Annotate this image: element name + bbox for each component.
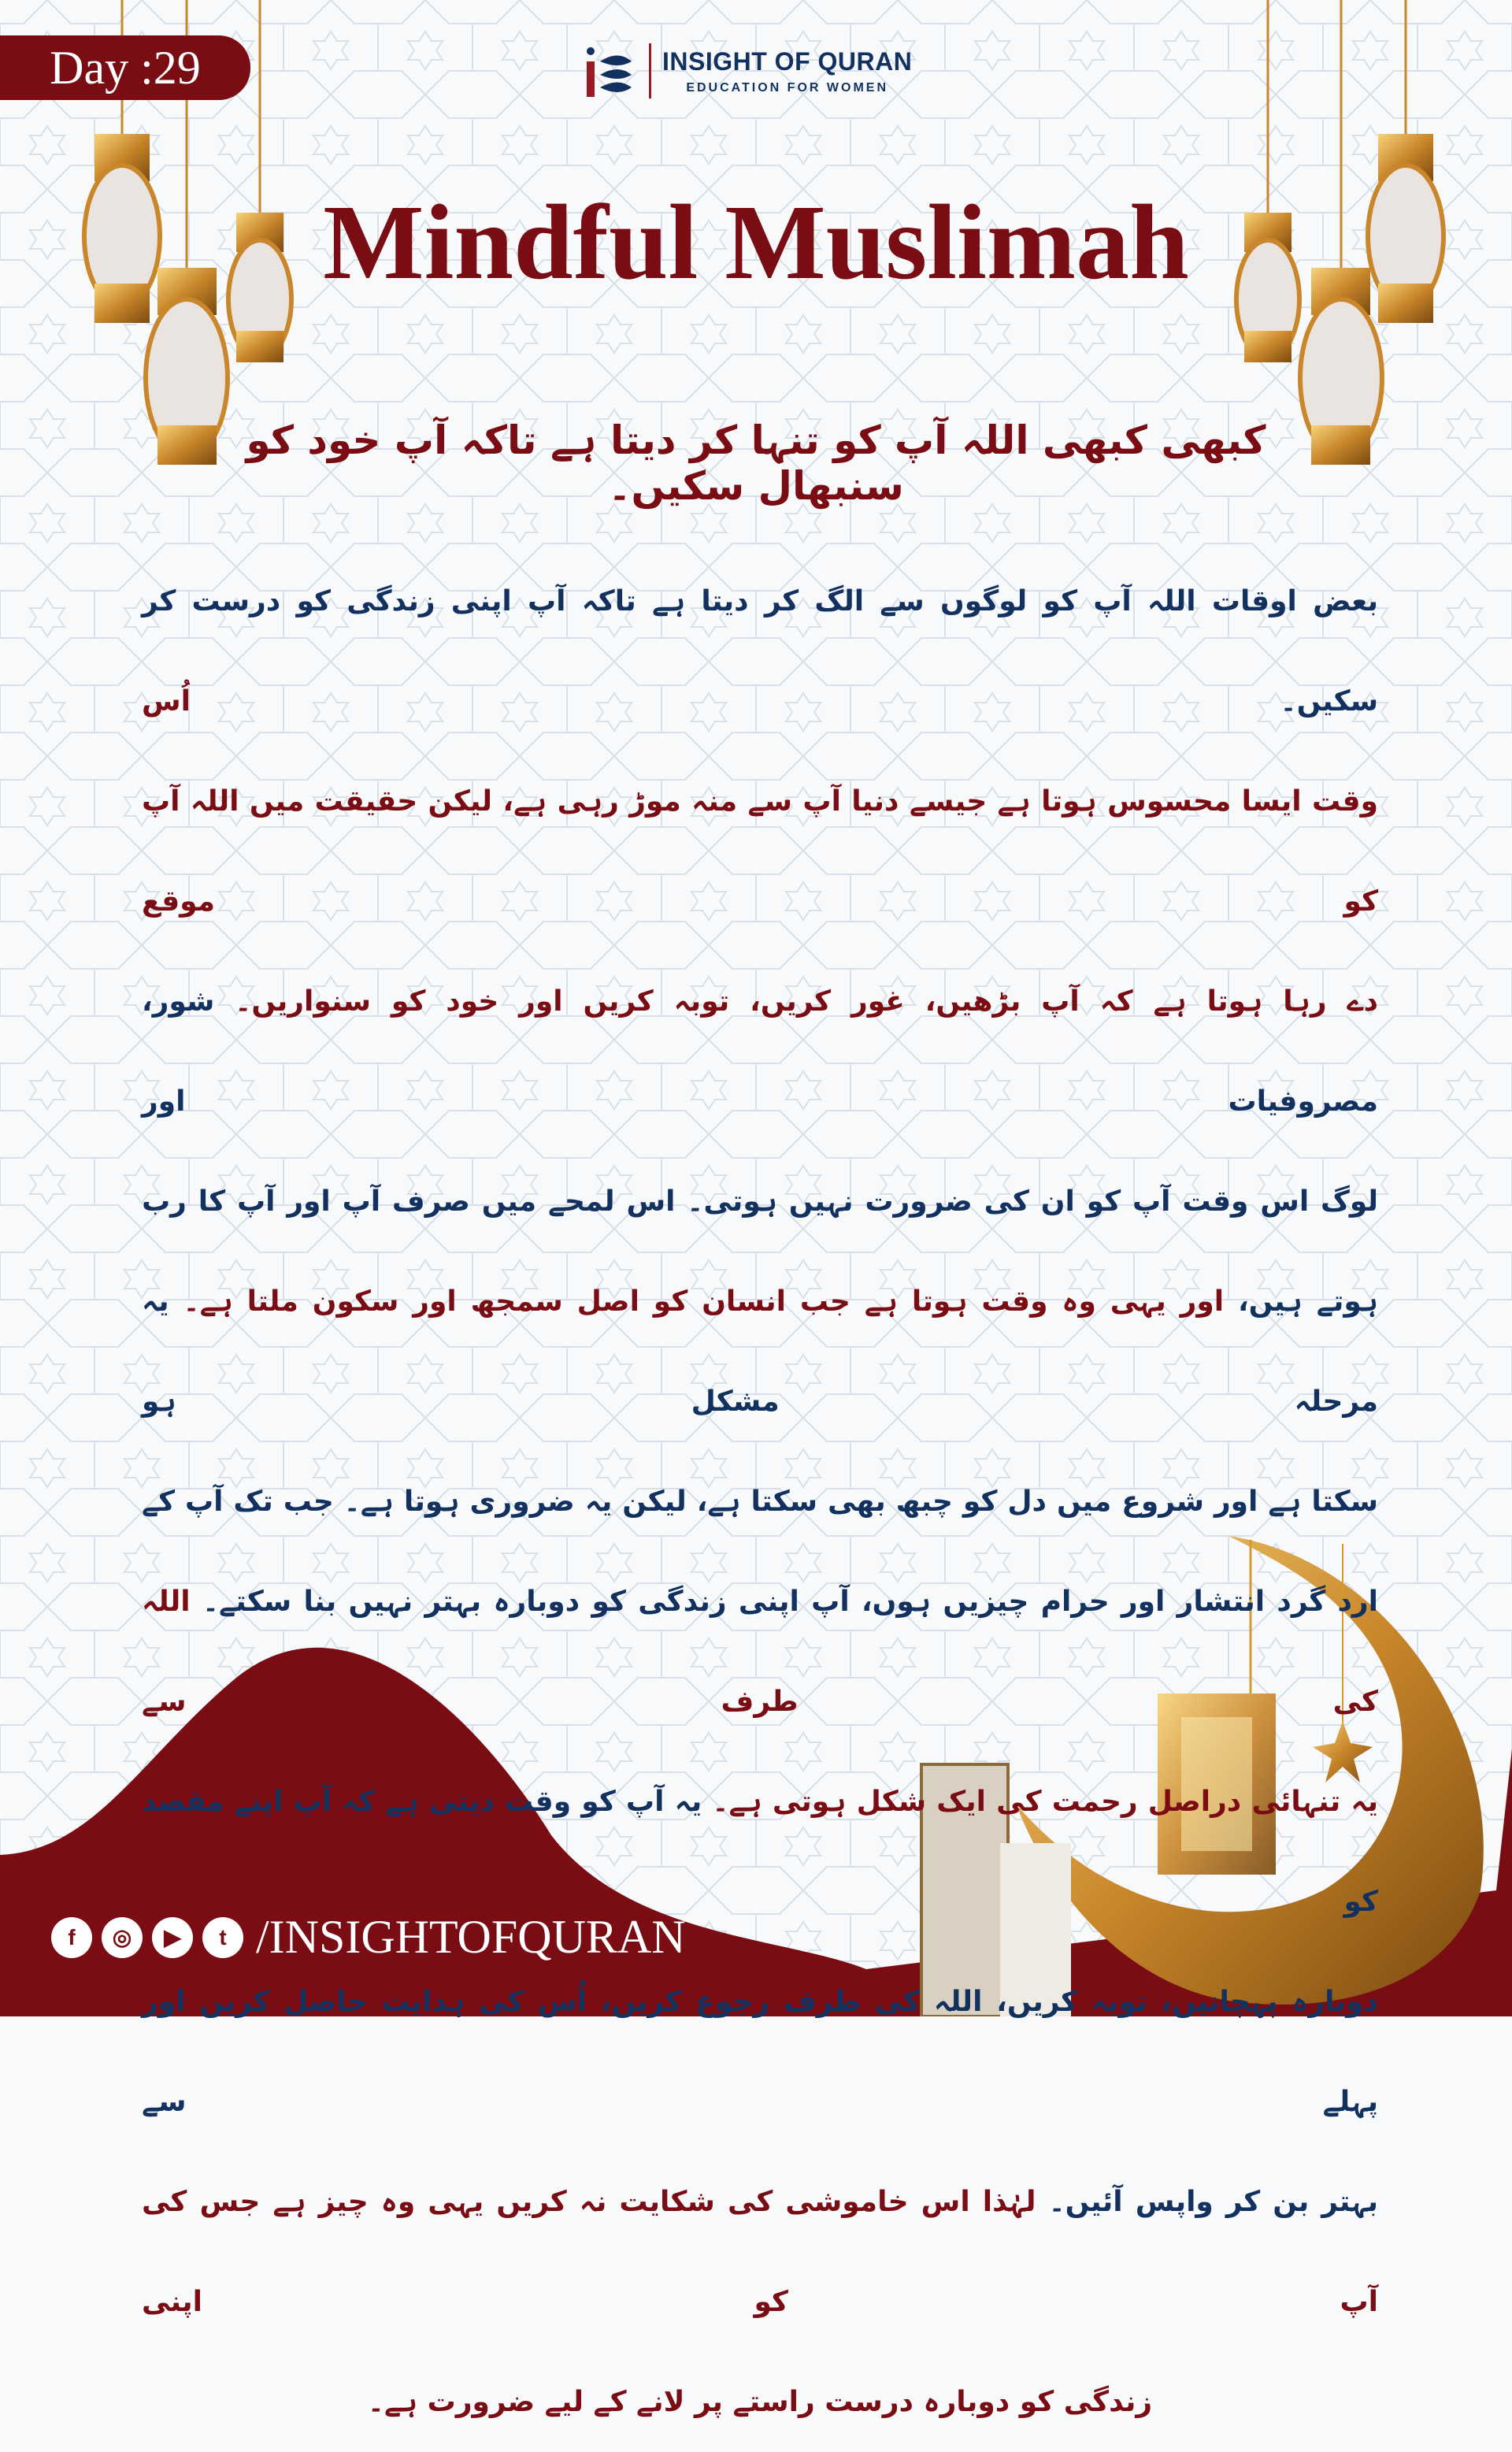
brand-logo bbox=[583, 39, 912, 102]
body-text-segment: شور، مصروفیات اور bbox=[142, 985, 1378, 1118]
body-text-segment: دے رہا ہوتا ہے کہ آپ بڑھیں، غور کریں، توبہ کریں اور خود کو سنواریں۔ bbox=[214, 985, 1378, 1018]
body-text-segment: اُس bbox=[142, 685, 191, 718]
body-text-segment: زندگی کو دوبارہ درست راستے پر لانے کے لیے ضرورت ہے۔ bbox=[367, 2386, 1153, 2418]
urdu-heading: کبھی کبھی اللہ آپ کو تنہا کر دیتا ہے تاکہ آپ خود کو سنبھال سکیں۔ bbox=[246, 417, 1266, 509]
facebook-icon[interactable]: f bbox=[51, 1917, 92, 1958]
body-line bbox=[142, 1452, 1378, 1552]
logo-divider bbox=[649, 43, 651, 98]
body-line bbox=[142, 1252, 1378, 1452]
body-text-segment: سکتا ہے اور شروع میں دل کو چبھ بھی سکتا ہے، لیکن یہ ضروری ہوتا ہے۔ جب تک آپ کے bbox=[142, 1486, 1378, 1518]
urdu-body-text bbox=[142, 551, 1378, 2452]
body-line bbox=[142, 2352, 1378, 2452]
body-line bbox=[142, 2152, 1378, 2352]
body-text-segment: دوبارہ پہچانیں، توبہ کریں، اللہ کی طرف رجوع کریں، اُس کی ہدایت حاصل کریں اور پہلے سے bbox=[142, 1986, 1378, 2118]
day-badge: Day :29 bbox=[0, 35, 250, 100]
body-text-segment: یہ تنہائی دراصل رحمت کی ایک شکل ہوتی ہے۔ bbox=[702, 1786, 1378, 1818]
body-text-segment: وقت ایسا محسوس ہوتا ہے جیسے دنیا آپ سے منہ موڑ رہی ہے، لیکن حقیقت میں اللہ آپ کو موقع bbox=[142, 785, 1378, 918]
logo-name: INSIGHT OF QURAN bbox=[662, 46, 913, 76]
social-handle[interactable]: /INSIGHTOFQURAN bbox=[256, 1911, 686, 1963]
body-text-segment: یہ آپ کو وقت دیتی ہے کہ آپ اپنے مقصد کو bbox=[142, 1786, 1378, 1918]
page-title: Mindful Muslimah bbox=[323, 184, 1189, 302]
body-text-segment: بعض اوقات اللہ آپ کو لوگوں سے الگ کر دیتا ہے تاکہ آپ اپنی زندگی کو درست کر سکیں۔ bbox=[142, 585, 1378, 718]
body-line bbox=[142, 751, 1378, 951]
body-text-segment: لہٰذا اس خاموشی کی شکایت نہ کریں یہی وہ چیز ہے جس کی آپ کو اپنی bbox=[142, 2186, 1378, 2318]
logo-tagline: EDUCATION FOR WOMEN bbox=[686, 80, 888, 95]
body-line bbox=[142, 551, 1378, 751]
body-text-segment: اور یہی وہ وقت ہوتا ہے جب انسان کو اصل سمجھ اور سکون ملتا ہے۔ bbox=[169, 1285, 1225, 1318]
body-text-segment: ارد گرد انتشار اور حرام چیزیں ہوں، آپ اپنی زندگی کو دوبارہ بہتر نہیں بنا سکتے۔ bbox=[190, 1586, 1378, 1618]
twitter-icon[interactable]: t bbox=[202, 1917, 243, 1958]
body-line bbox=[142, 1552, 1378, 1752]
body-line bbox=[142, 951, 1378, 1152]
body-text-segment: اللہ کی طرف سے bbox=[142, 1586, 1378, 1718]
body-text-segment: لوگ اس وقت آپ کو ان کی ضرورت نہیں ہوتی۔ اس لمحے میں صرف آپ اور آپ کا رب bbox=[142, 1185, 1378, 1218]
body-text-segment: ہوتے ہیں، bbox=[1224, 1285, 1379, 1318]
logo-mark-icon bbox=[583, 42, 638, 101]
youtube-icon[interactable]: ▶ bbox=[152, 1917, 193, 1958]
body-line bbox=[142, 1152, 1378, 1252]
body-text-segment: بہتر بن کر واپس آئیں۔ bbox=[1036, 2186, 1378, 2218]
instagram-icon[interactable]: ◎ bbox=[102, 1917, 143, 1958]
body-text-segment: یہ مرحلہ مشکل ہو bbox=[142, 1285, 1378, 1418]
body-line bbox=[142, 1952, 1378, 2152]
social-footer bbox=[51, 1910, 686, 1964]
